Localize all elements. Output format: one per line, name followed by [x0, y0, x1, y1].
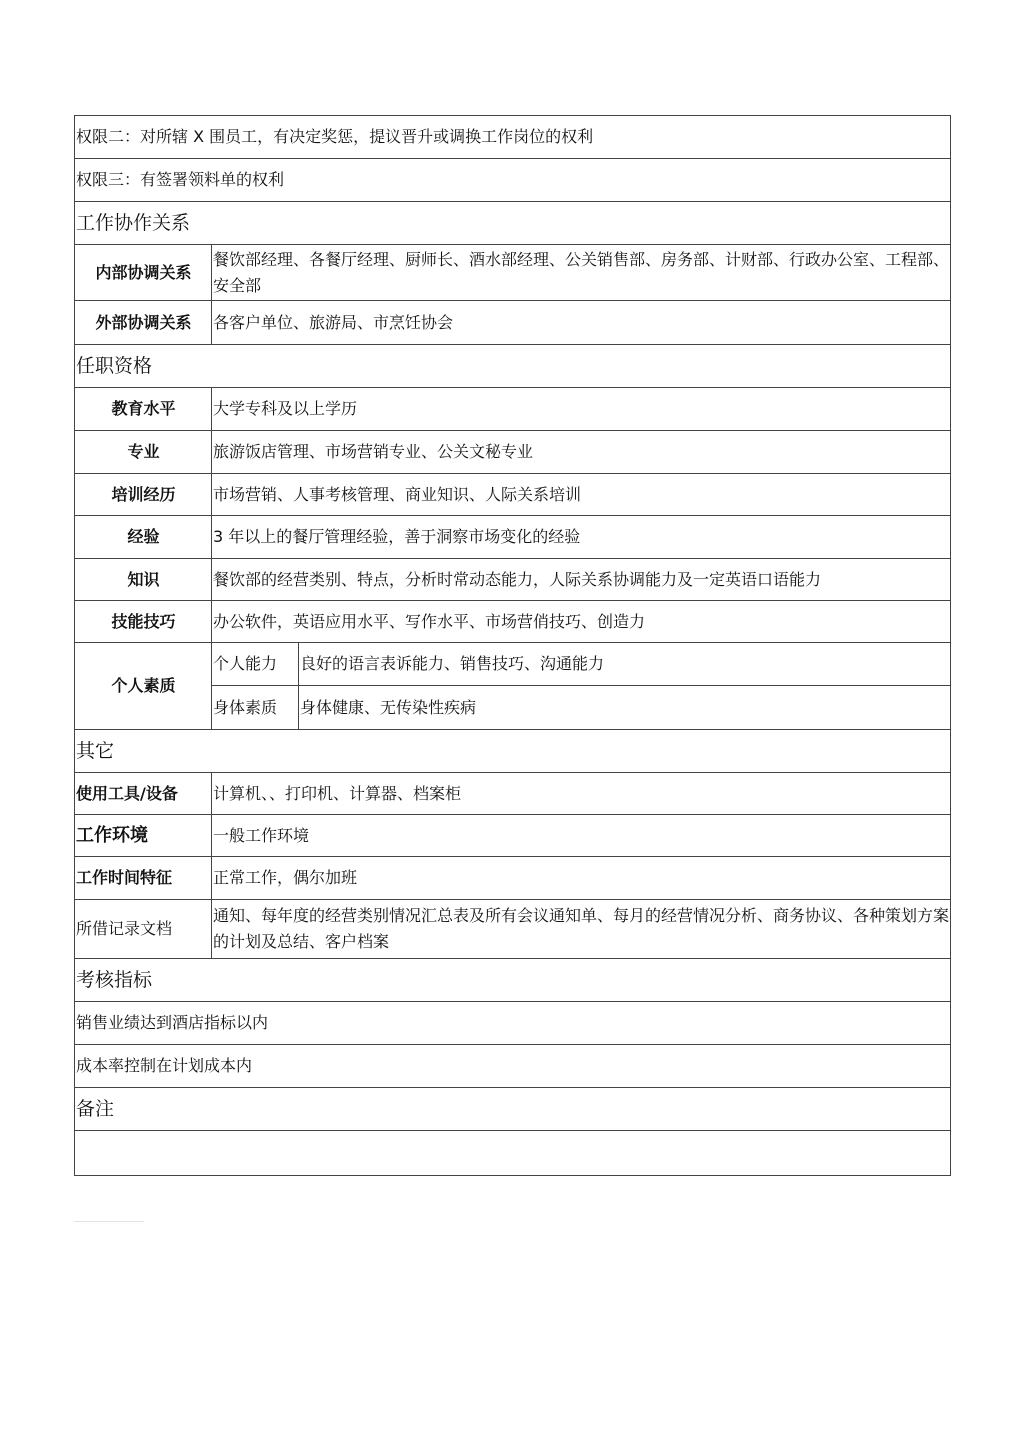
footer-divider	[74, 1221, 144, 1222]
authority-row-3	[75, 159, 951, 202]
major-value: 旅游饭店管理、市场营销专业、公关文秘专业	[212, 431, 951, 474]
external-relations-label: 外部协调关系	[75, 301, 212, 345]
other-section-title: 其它	[75, 730, 951, 773]
skills-value: 办公软件，英语应用水平、写作水平、市场营俏技巧、创造力	[212, 601, 951, 643]
tools-label: 使用工具/设备	[75, 773, 212, 815]
personal-ability-value: 良好的语言表诉能力、销售技巧、沟通能力	[299, 643, 951, 686]
internal-relations-value: 餐饮部经理、各餐厅经理、厨师长、酒水部经理、公关销售部、房务部、计财部、行政办公室、工程部、安全部	[212, 245, 951, 301]
skills-label: 技能技巧	[75, 601, 212, 643]
remarks-value	[75, 1131, 951, 1176]
environment-value: 一般工作环境	[212, 815, 951, 857]
external-relations-row	[75, 301, 951, 345]
knowledge-label: 知识	[75, 559, 212, 601]
qualifications-section-title: 任职资格	[75, 345, 951, 388]
major-row	[75, 431, 951, 474]
remarks-section-title: 备注	[75, 1088, 951, 1131]
training-value: 市场营销、人事考核管理、商业知识、人际关系培训	[212, 474, 951, 516]
tools-row	[75, 773, 951, 815]
assessment-section-row	[75, 959, 951, 1002]
relations-section-title: 工作协作关系	[75, 202, 951, 245]
qualifications-section-row	[75, 345, 951, 388]
assessment-section-title: 考核指标	[75, 959, 951, 1002]
assessment-item-2: 成本率控制在计划成本内	[75, 1045, 951, 1088]
skills-row	[75, 601, 951, 643]
knowledge-value: 餐饮部的经营类别、特点，分析时常动态能力，人际关系协调能力及一定英语口语能力	[212, 559, 951, 601]
education-label: 教育水平	[75, 388, 212, 431]
authority-3-text: 权限三：有签署领料单的权利	[75, 159, 951, 202]
work-time-value: 正常工作，偶尔加班	[212, 857, 951, 900]
relations-section-row	[75, 202, 951, 245]
work-time-row	[75, 857, 951, 900]
experience-value: 3 年以上的餐厅管理经验，善于洞察市场变化的经验	[212, 516, 951, 559]
assessment-item-1: 销售业绩达到酒店指标以内	[75, 1002, 951, 1045]
physical-quality-value: 身体健康、无传染性疾病	[299, 686, 951, 730]
major-label: 专业	[75, 431, 212, 474]
remarks-section-row	[75, 1088, 951, 1131]
personal-ability-row	[75, 643, 951, 686]
environment-row	[75, 815, 951, 857]
documents-value: 通知、每年度的经营类别情况汇总表及所有会议通知单、每月的经营情况分析、商务协议、各种策划方案的计划及总结、客户档案	[212, 900, 951, 959]
remarks-value-row	[75, 1131, 951, 1176]
other-section-row	[75, 730, 951, 773]
personal-quality-label: 个人素质	[75, 643, 212, 730]
job-description-table	[74, 115, 951, 1176]
knowledge-row	[75, 559, 951, 601]
training-row	[75, 474, 951, 516]
authority-row-2	[75, 116, 951, 159]
experience-label: 经验	[75, 516, 212, 559]
education-value: 大学专科及以上学历	[212, 388, 951, 431]
tools-value: 计算机、、打印机、计算器、档案柜	[212, 773, 951, 815]
personal-ability-label: 个人能力	[212, 643, 299, 686]
training-label: 培训经历	[75, 474, 212, 516]
internal-relations-label: 内部协调关系	[75, 245, 212, 301]
documents-label: 所借记录文档	[75, 900, 212, 959]
environment-label: 工作环境	[75, 815, 212, 857]
external-relations-value: 各客户单位、旅游局、市烹饪协会	[212, 301, 951, 345]
assessment-item-2-row	[75, 1045, 951, 1088]
authority-2-text: 权限二：对所辖 X 围员工，有决定奖惩，提议晋升或调换工作岗位的权利	[75, 116, 951, 159]
physical-quality-label: 身体素质	[212, 686, 299, 730]
internal-relations-row	[75, 245, 951, 301]
work-time-label: 工作时间特征	[75, 857, 212, 900]
experience-row	[75, 516, 951, 559]
assessment-item-1-row	[75, 1002, 951, 1045]
documents-row	[75, 900, 951, 959]
education-row	[75, 388, 951, 431]
